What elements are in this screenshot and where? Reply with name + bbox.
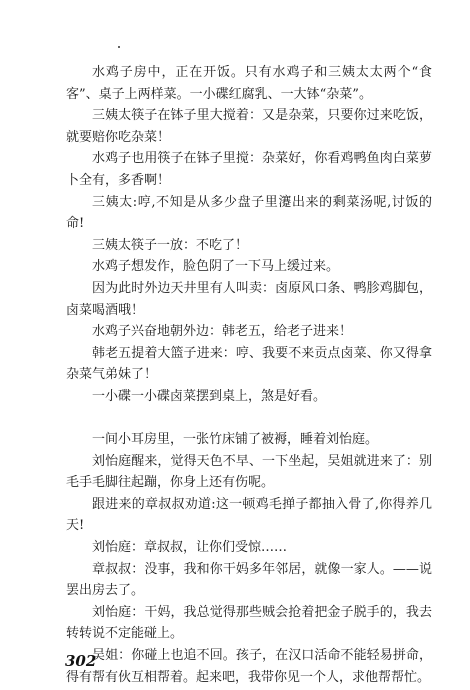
scene-break <box>66 408 432 430</box>
paragraph: 刘怡庭醒来，觉得天色不早、一下坐起，吴姐就进来了：别毛手毛脚往起蹦，你身上还有伤呢。 <box>66 453 432 491</box>
paragraph: 一小碟一小碟卤菜摆到桌上，煞是好看。 <box>92 388 327 404</box>
body-text <box>66 62 432 688</box>
paragraph: 韩老五提着大篮子进来：哼、我要不来贡点卤菜、你又得拿杂菜气弟妹了！ <box>66 345 432 383</box>
paragraph: 三姨太筷子一放：不吃了！ <box>92 237 249 253</box>
paragraph: 水鸡子房中，正在开饭。只有水鸡子和三姨太太两个“食客”、桌子上两样菜。一小碟红腐乳、一大钵“杂菜”。 <box>66 65 432 102</box>
page-number: 302 <box>65 652 97 670</box>
paragraph: 刘怡庭：章叔叔，让你们受惊…… <box>92 540 288 556</box>
paragraph: 一间小耳房里，一张竹床铺了被褥，睡着刘怡庭。 <box>92 432 379 448</box>
paragraph: 刘怡庭：干妈，我总觉得那些贼会抢着把金子脱手的，我去转转说不定能碰上。 <box>66 604 432 642</box>
paragraph: 跟进来的章叔叔劝道:这一顿鸡毛掸子都抽入骨了,你得养几天! <box>66 496 432 534</box>
stray-mark <box>118 46 120 48</box>
paragraph: 因为此时外边天井里有人叫卖：卤原风口条、鸭胗鸡脚包，卤菜喝酒哦！ <box>66 280 432 318</box>
paragraph: 水鸡子兴奋地朝外边：韩老五，给老子进来！ <box>92 324 353 340</box>
paragraph: 三姨太:哼,不知是从多少盘子里瀽出来的剩菜汤呢,讨饭的命! <box>66 194 432 232</box>
paragraph: 水鸡子想发作，脸色阴了一下马上缓过来。 <box>92 259 340 275</box>
paragraph: 三姨太筷子在钵子里大搅着：又是杂菜，只要你过来吃饭，就要赔你吃杂菜！ <box>66 108 432 145</box>
paragraph: 水鸡子也用筷子在钵子里搅：杂菜好，你看鸡鸭鱼肉白菜萝卜全有，多香啊！ <box>66 151 432 188</box>
paragraph: 吴姐：你碰上也追不回。孩子，在汉口活命不能轻易拼命，得有帮有伙互相帮着。起来吧，我带你见一个人，求他帮帮忙。 <box>66 648 432 685</box>
paragraph: 章叔叔：没事，我和你干妈多年邻居，就像一家人。——说罢出房去了。 <box>66 561 432 599</box>
